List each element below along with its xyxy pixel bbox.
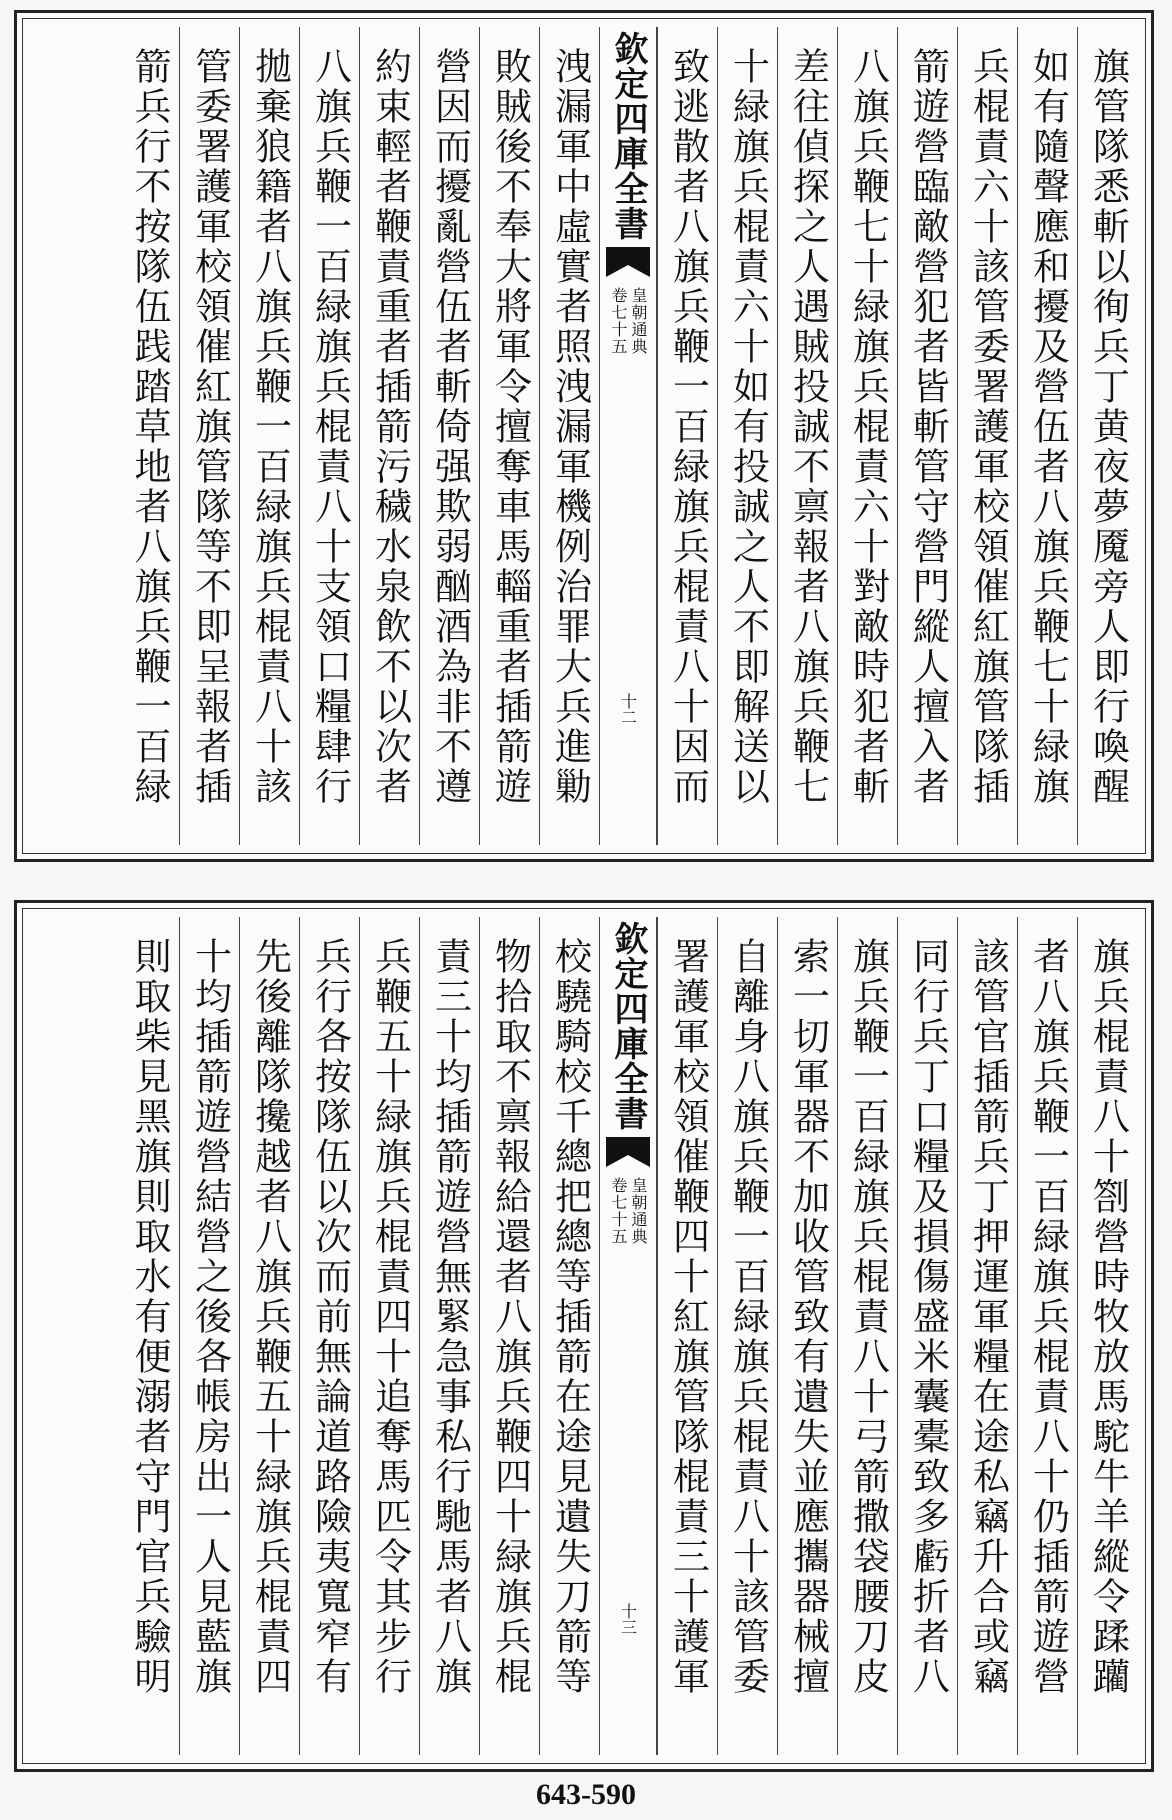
- chapter-info: [609, 287, 647, 355]
- text-column: [299, 917, 359, 1755]
- book-title: 欽定四庫全書: [608, 31, 648, 241]
- column-text: 箭兵行不按隊伍践踏草地者八旗兵鞭一百緑: [128, 47, 171, 807]
- column-text: 八旗兵鞭七十緑旗兵棍責六十對敵時犯者斬: [846, 47, 890, 807]
- column-text: 洩漏軍中虛實者照洩漏軍機例治罪大兵進勦: [548, 47, 592, 807]
- text-column: [777, 27, 837, 845]
- text-column: [717, 27, 777, 845]
- text-column: [179, 27, 239, 845]
- text-column: [657, 917, 717, 1755]
- column-text: 旗兵鞭一百緑旗兵棍責八十弓箭撒袋腰刀皮: [846, 937, 890, 1697]
- column-text: 自離身八旗兵鞭一百緑旗兵棍責八十該管委: [726, 937, 770, 1697]
- column-text: 差往偵探之人遇賊投誠不禀報者八旗兵鞭七: [786, 47, 830, 807]
- column-text: 八旗兵鞭一百緑旗兵棍責八十支領口糧肆行: [308, 47, 352, 807]
- column-text: 兵棍責六十該管委署護軍校領催紅旗管隊插: [966, 47, 1010, 807]
- column-text: 兵行各按隊伍以次而前無論道路險夷寬窄有: [308, 937, 352, 1697]
- text-column: [359, 27, 419, 845]
- column-text: 則取柴見黑旗則取水有便溺者守門官兵驗明: [128, 937, 171, 1697]
- text-column: [539, 917, 599, 1755]
- folio-number: 十三: [618, 1603, 638, 1635]
- lower-page-columns: [31, 917, 1137, 1755]
- column-text: 先後離隊攙越者八旗兵鞭五十緑旗兵棍責四: [248, 937, 292, 1697]
- text-column: [777, 917, 837, 1755]
- column-text: 如有隨聲應和擾及營伍者八旗兵鞭七十緑旗: [1026, 47, 1070, 807]
- column-text: 索一切軍器不加收管致有遺失並應攜器械擅: [786, 937, 830, 1697]
- fish-tail-mark-icon: [606, 247, 650, 277]
- column-text: 旗兵棍責八十劄營時牧放馬駝牛羊縱令蹂躪: [1086, 937, 1130, 1697]
- collection-name: 皇朝通典: [629, 1177, 648, 1245]
- text-column: [299, 27, 359, 845]
- column-text: 十緑旗兵棍責六十如有投誠之人不即解送以: [726, 47, 770, 807]
- text-column: [419, 27, 479, 845]
- text-column: [1017, 27, 1077, 845]
- upper-page: [14, 10, 1154, 862]
- text-column: [717, 917, 777, 1755]
- column-text: 署護軍校領催鞭四十紅旗管隊棍責三十護軍: [666, 937, 710, 1697]
- folio-number: 十二: [618, 693, 638, 725]
- column-text: 該管官插箭兵丁押運軍糧在途私竊升合或竊: [966, 937, 1010, 1697]
- text-column: [539, 27, 599, 845]
- center-margin-column: [599, 27, 657, 845]
- text-column: [119, 27, 179, 845]
- column-text: 兵鞭五十緑旗兵棍責四十追奪馬匹令其步行: [368, 937, 412, 1697]
- lower-page: [14, 900, 1154, 1772]
- column-text: 營因而擾亂營伍者斬倚强欺弱酗酒為非不遵: [428, 47, 472, 807]
- text-column: [837, 917, 897, 1755]
- upper-page-columns: [31, 27, 1137, 845]
- text-column: [479, 917, 539, 1755]
- column-text: 管委署護軍校領催紅旗管隊等不即呈報者插: [188, 47, 232, 807]
- volume-number: 卷七十五: [609, 1177, 628, 1245]
- text-column: [1077, 917, 1137, 1755]
- chapter-info: [609, 1177, 647, 1245]
- text-column: [239, 917, 299, 1755]
- column-text: 箭遊營臨敵營犯者皆斬管守營門縱人擅入者: [906, 47, 950, 807]
- text-column: [657, 27, 717, 845]
- collection-name: 皇朝通典: [629, 287, 648, 355]
- text-column: [1017, 917, 1077, 1755]
- column-text: 校驍騎校千總把總等插箭在途見遺失刀箭等: [548, 937, 592, 1697]
- column-text: 旗管隊悉斬以徇兵丁黄夜夢魇旁人即行喚醒: [1086, 47, 1130, 807]
- text-column: [479, 27, 539, 845]
- text-column: [239, 27, 299, 845]
- fish-tail-mark-icon: [606, 1137, 650, 1167]
- column-text: 致逃散者八旗兵鞭一百緑旗兵棍責八十因而: [666, 47, 710, 807]
- text-column: [359, 917, 419, 1755]
- text-column: [897, 917, 957, 1755]
- column-text: 十均插箭遊營結營之後各帳房出一人見藍旗: [188, 937, 232, 1697]
- column-text: 責三十均插箭遊營無緊急事私行馳馬者八旗: [428, 937, 472, 1697]
- column-text: 拋棄狼籍者八旗兵鞭一百緑旗兵棍責八十該: [248, 47, 292, 807]
- column-text: 同行兵丁口糧及損傷盛米囊橐致多虧折者八: [906, 937, 950, 1697]
- page-code: 643-590: [536, 1778, 636, 1811]
- book-title: 欽定四庫全書: [608, 921, 648, 1131]
- text-column: [957, 27, 1017, 845]
- center-margin-column: [599, 917, 657, 1755]
- column-text: 約束輕者鞭責重者插箭污穢水泉飲不以次者: [368, 47, 412, 807]
- text-column: [419, 917, 479, 1755]
- text-column: [179, 917, 239, 1755]
- column-text: 物拾取不禀報給還者八旗兵鞭四十緑旗兵棍: [488, 937, 532, 1697]
- column-text: 者八旗兵鞭一百緑旗兵棍責八十仍插箭遊營: [1026, 937, 1070, 1697]
- text-column: [837, 27, 897, 845]
- text-column: [957, 917, 1017, 1755]
- volume-number: 卷七十五: [609, 287, 628, 355]
- text-column: [119, 917, 179, 1755]
- column-text: 敗賊後不奉大將軍令擅奪車馬輜重者插箭遊: [488, 47, 532, 807]
- text-column: [897, 27, 957, 845]
- text-column: [1077, 27, 1137, 845]
